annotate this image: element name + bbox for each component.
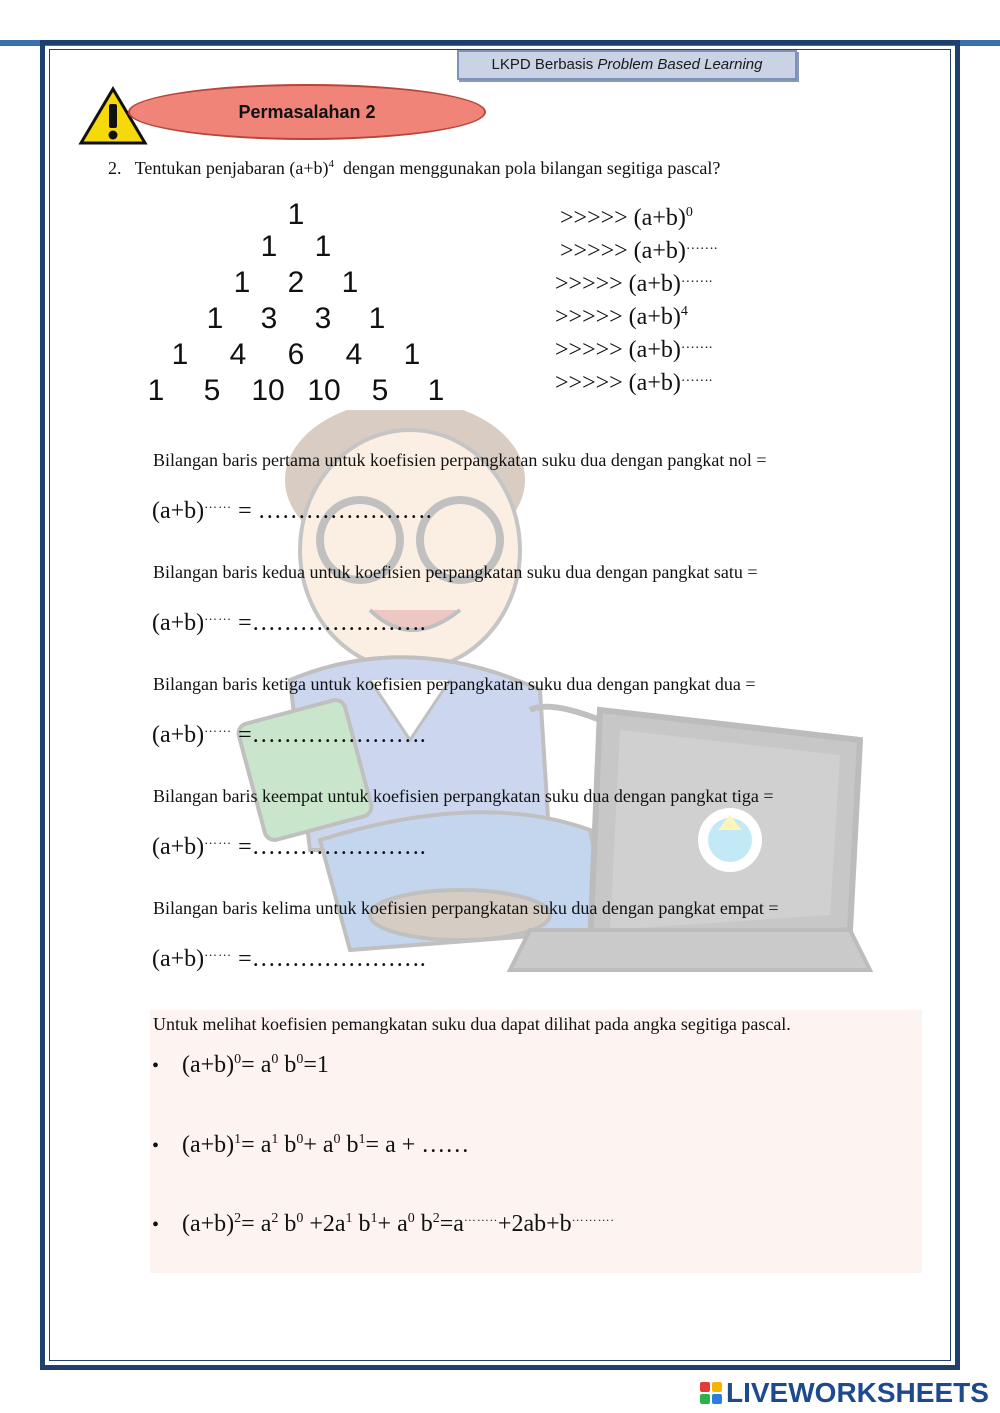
question-exponent: 4 xyxy=(328,158,334,170)
bullet-icon: • xyxy=(152,1055,160,1077)
pascal-number: 1 xyxy=(260,230,278,263)
row-equation: (a+b)…… =…………………. xyxy=(152,608,426,636)
row-equation: (a+b)…… =…………………. xyxy=(152,832,426,860)
arrow-row: >>>>> (a+b)……. xyxy=(555,271,713,297)
pascal-number: 5 xyxy=(203,374,221,407)
pascal-number: 10 xyxy=(307,374,341,407)
logo-mark-icon xyxy=(700,1382,722,1404)
formula-bullet: • $(a+b)^2= a^2$ $b^0 +2a^1$ $b^1+ a^0$ $b^2=a^{\dots\dots..}+2ab+b^{\dots\dots\dots.}$ xyxy=(152,1210,615,1237)
pascal-number: 3 xyxy=(314,302,332,335)
pascal-number: 1 xyxy=(233,266,251,299)
pascal-number: 10 xyxy=(251,374,285,407)
pascal-number: 1 xyxy=(427,374,445,407)
question-text: Tentukan penjabaran (a+b) xyxy=(134,158,329,178)
liveworksheets-logo xyxy=(700,1377,989,1409)
question xyxy=(108,158,720,179)
pascal-number: 1 xyxy=(287,198,305,231)
pascal-number: 4 xyxy=(229,338,247,371)
row-description: Bilangan baris kedua untuk koefisien perpangkatan suku dua dengan pangkat satu = xyxy=(153,562,758,582)
pascal-number: 1 xyxy=(147,374,165,407)
arrow-row: >>>>> (a+b)……. xyxy=(555,370,713,396)
pascal-number: 5 xyxy=(371,374,389,407)
pascal-number: 2 xyxy=(287,266,305,299)
row-description: Bilangan baris keempat untuk koefisien perpangkatan suku dua dengan pangkat tiga = xyxy=(153,786,774,806)
pascal-number: 3 xyxy=(260,302,278,335)
bullet-icon: • xyxy=(152,1214,160,1236)
header-prefix: LKPD Berbasis xyxy=(491,56,598,73)
pascal-number: 4 xyxy=(345,338,363,371)
arrow-row: >>>>> $(a+b)^4$ xyxy=(555,304,688,330)
arrow-row: >>>>> (a+b)……. xyxy=(560,238,718,264)
arrow-row: >>>>> (a+b)……. xyxy=(555,337,713,363)
pascal-number: 1 xyxy=(206,302,224,335)
pascal-number: 6 xyxy=(287,338,305,371)
row-equation: (a+b)…… = …………………. xyxy=(152,496,432,524)
formula-bullet: • $(a+b)^1= a^1$ $b^0+ a^0$ $b^1= a$ + …… xyxy=(152,1132,470,1158)
pascal-number: 1 xyxy=(171,338,189,371)
note-text: Untuk melihat koefisien pemangkatan suku dua dapat dilihat pada angka segitiga pascal. xyxy=(153,1014,791,1034)
pascal-number: 1 xyxy=(403,338,421,371)
logo-text: LIVEWORKSHEETS xyxy=(726,1377,989,1408)
header-tab xyxy=(457,50,797,80)
bullet-icon: • xyxy=(152,1135,160,1157)
header-italic: Problem Based Learning xyxy=(597,56,763,73)
row-description: Bilangan baris ketiga untuk koefisien perpangkatan suku dua dengan pangkat dua = xyxy=(153,674,756,694)
formula-bullet: • $(a+b)^0= a^0$ $b^0=1$ xyxy=(152,1052,329,1078)
arrow-row: >>>>> $(a+b)^0$ xyxy=(560,205,693,231)
row-description: Bilangan baris kelima untuk koefisien perpangkatan suku dua dengan pangkat empat = xyxy=(153,898,779,918)
pascal-number: 1 xyxy=(368,302,386,335)
row-equation: (a+b)…… =…………………. xyxy=(152,944,426,972)
row-description: Bilangan baris pertama untuk koefisien perpangkatan suku dua dengan pangkat nol = xyxy=(153,450,767,470)
row-equation: (a+b)…… =…………………. xyxy=(152,720,426,748)
pascal-number: 1 xyxy=(314,230,332,263)
section-title: Permasalahan 2 xyxy=(128,84,486,140)
question-number: 2. xyxy=(108,158,122,178)
question-text-after: dengan menggunakan pola bilangan segitiga pascal? xyxy=(343,158,721,178)
pascal-number: 1 xyxy=(341,266,359,299)
